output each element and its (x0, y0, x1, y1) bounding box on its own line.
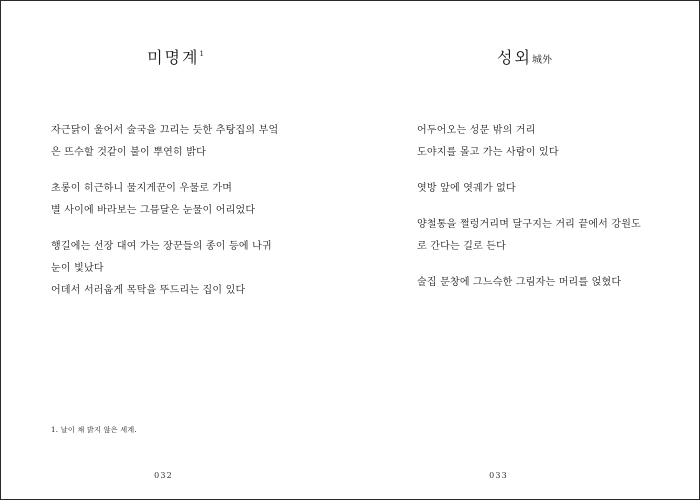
poem-title-hanja: 城外 (531, 55, 552, 66)
poem-line: 초롱이 히근하니 물지게꾼이 우물로 가며 (51, 183, 233, 194)
poem-line: 어데서 서러웁게 목탁을 뚜드리는 집이 있다 (51, 285, 246, 296)
poem-title-right (350, 45, 699, 68)
footnote: 1. 날이 채 밝지 않은 세계. (51, 426, 137, 434)
right-page (350, 1, 699, 499)
poem-line: 엿방 앞에 엿궤가 없다 (417, 183, 516, 194)
poem-line: 술집 문창에 그느슥한 그림자는 머리를 얹혔다 (417, 277, 622, 288)
poem-title-left (1, 45, 350, 68)
poem-line: 눈이 빛났다 (51, 263, 104, 274)
poem-line: 어두어오는 성문 밖의 거리 (417, 125, 536, 136)
poem-body-right (417, 120, 662, 308)
poem-line: 자근닭이 울어서 술국을 끄리는 듯한 추탕집의 부엌 (51, 125, 279, 136)
poem-line: 도야지를 몰고 가는 사람이 있다 (417, 147, 559, 158)
poem-line: 별 사이에 바라보는 그믐달은 눈물이 어리었다 (51, 205, 256, 216)
stanza (417, 272, 662, 294)
footnote-marker: 1 (199, 50, 204, 58)
poem-title-text: 미명계 (147, 48, 200, 67)
page-number-right: 033 (489, 471, 508, 480)
stanza (417, 120, 662, 164)
poem-body-left (51, 120, 291, 316)
page-number-left: 032 (154, 471, 173, 480)
left-page (1, 1, 350, 499)
stanza (51, 120, 291, 164)
poem-line: 은 뜨수할 것같이 불이 뿌연히 밝다 (51, 147, 206, 158)
stanza (51, 236, 291, 302)
stanza (417, 178, 662, 200)
poem-line: 행길에는 선장 대여 가는 장꾼들의 종이 등에 나귀 (51, 241, 272, 252)
poem-line: 양철통을 쩔렁거리며 달구지는 거리 끝에서 강원도 (417, 219, 641, 230)
poem-title-text: 성외 (497, 48, 532, 67)
stanza (51, 178, 291, 222)
stanza (417, 214, 662, 258)
poem-line: 로 간다는 길로 든다 (417, 241, 507, 252)
